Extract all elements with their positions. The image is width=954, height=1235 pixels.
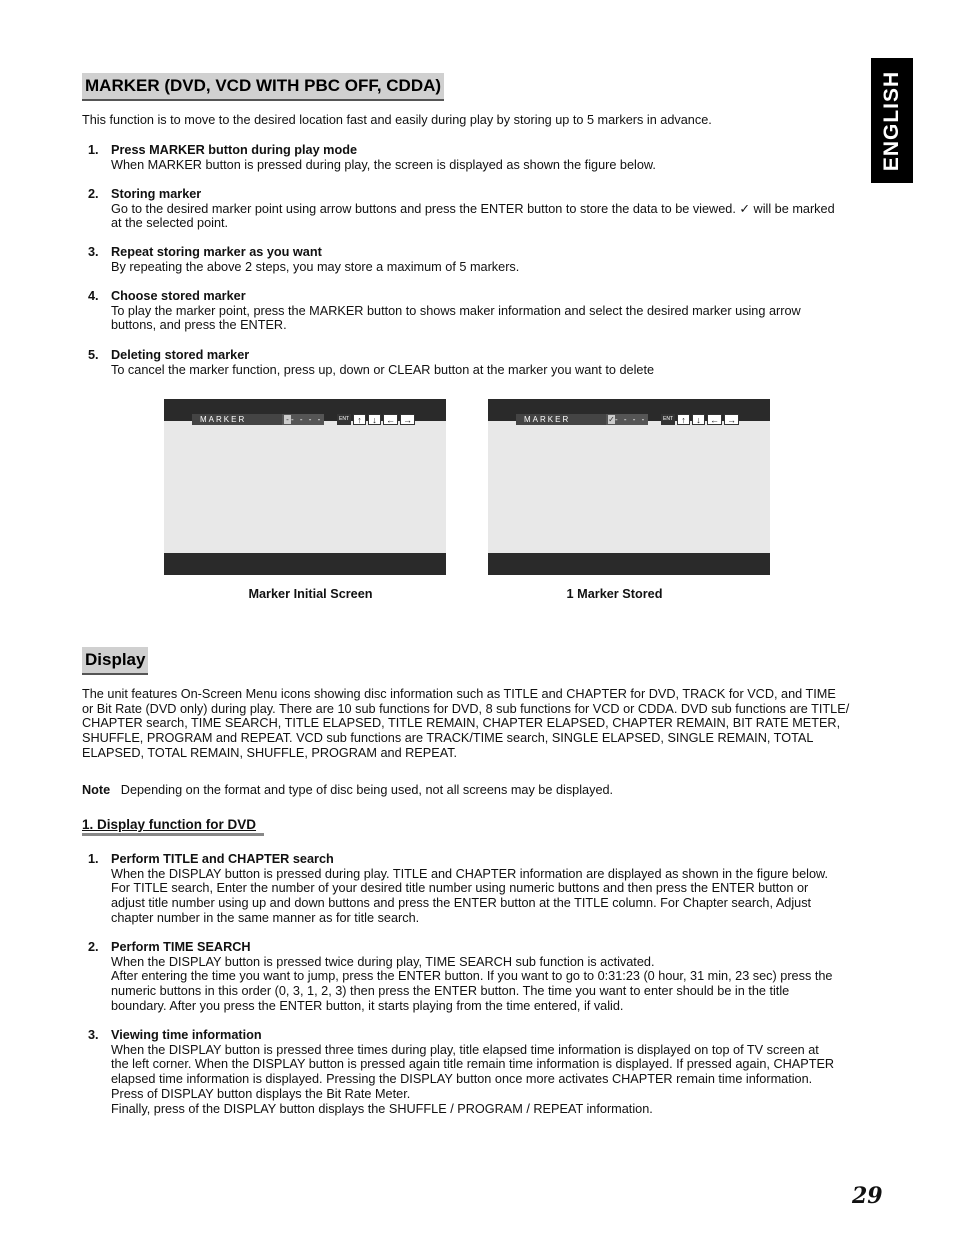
step-line: When the DISPLAY button is pressed twice during play, TIME SEARCH sub function is activated.	[111, 954, 655, 969]
step-heading: Viewing time information	[111, 1028, 262, 1042]
empty-slots: - - - -	[291, 415, 323, 424]
step-number: 2.	[88, 940, 99, 954]
arrow-up-icon: ↑	[677, 414, 690, 425]
step-heading: Deleting stored marker	[111, 348, 250, 362]
step-line: the left corner. When the DISPLAY button is pressed again title remain time information is displayed. If pressed again, CHAPTER	[111, 1057, 835, 1072]
language-tab	[871, 58, 913, 183]
display-intro	[82, 687, 854, 761]
note-text: Depending on the format and type of disc being used, not all screens may be displayed.	[120, 783, 614, 797]
display-subheading: 1. Display function for DVD	[82, 817, 264, 836]
empty-slots: - - - -	[615, 415, 647, 424]
step-heading: Choose stored marker	[111, 289, 246, 303]
step-number: 1.	[88, 143, 99, 157]
arrow-left-icon: ←	[383, 414, 398, 425]
display-section-title: Display	[82, 647, 148, 675]
step-number: 1.	[88, 852, 99, 866]
step-heading: Perform TITLE and CHAPTER search	[111, 852, 334, 866]
note-label: Note	[82, 783, 111, 797]
step-line: After entering the time you want to jump, press the ENTER button. If you want to go to 0:31:23 (0 hour, 31 min, 23 sec) press the	[111, 969, 833, 984]
step-line: When the DISPLAY button is pressed during play. TITLE and CHAPTER information are displayed as shown in the figure below.	[111, 866, 828, 881]
check-icon: ✓	[608, 415, 615, 424]
marker-stored-screen	[488, 399, 770, 575]
step-line: Press of DISPLAY button displays the Bit Rate Meter.	[111, 1086, 411, 1101]
step-number: 3.	[88, 245, 99, 259]
screen-bottom-bar	[164, 553, 446, 575]
step-number: 3.	[88, 1028, 99, 1042]
intro-line: or Bit Rate (DVD only) during play. There are 10 sub functions for DVD, 8 sub functions for VCD or CDDA. DVD sub functions are TITLE/	[82, 701, 850, 716]
arrow-down-icon: ↓	[692, 414, 705, 425]
step-line: To cancel the marker function, press up, down or CLEAR button at the marker you want to delete	[111, 362, 655, 377]
enter-icon: ENT	[337, 414, 351, 425]
intro-line: ELAPSED, TOTAL REMAIN, SHUFFLE, PROGRAM and REPEAT.	[82, 745, 458, 760]
screen-caption: 1 Marker Stored	[566, 587, 663, 601]
arrow-up-icon: ↑	[353, 414, 366, 425]
step-heading: Press MARKER button during play mode	[111, 143, 358, 157]
step-line: Go to the desired marker point using arrow buttons and press the ENTER button to store the data to be viewed. ✓ will be marked	[111, 201, 835, 216]
step-line: Finally, press of the DISPLAY button displays the SHUFFLE / PROGRAM / REPEAT information.	[111, 1101, 653, 1116]
step-number: 5.	[88, 348, 99, 362]
step-heading: Repeat storing marker as you want	[111, 245, 322, 259]
step-line: To play the marker point, press the MARKER button to shows maker information and select the desired marker using arrow	[111, 303, 801, 318]
intro-line: CHAPTER search, TIME SEARCH, TITLE ELAPSED, TITLE REMAIN, CHAPTER ELAPSED, CHAPTER REMAIN, BIT RATE METER,	[82, 716, 841, 731]
step-number: 2.	[88, 187, 99, 201]
step-line: When the DISPLAY button is pressed three times during play, title elapsed time information is displayed on top of TV screen at	[111, 1042, 819, 1057]
screen-bottom-bar	[488, 553, 770, 575]
step-line: adjust title number using up and down buttons and press the ENTER button at the TITLE column. For Chapter search, Adjust	[111, 896, 812, 911]
step-heading: Storing marker	[111, 187, 202, 201]
step-number: 4.	[88, 289, 99, 303]
enter-icon: ENT	[661, 414, 675, 425]
language-tab-label: ENGLISH	[880, 70, 903, 171]
step-line: elapsed time information is displayed. Pressing the DISPLAY button once more activates CHAPTER remain time information.	[111, 1072, 813, 1087]
step-line: numeric buttons in this order (0, 3, 1, 2, 3) then press the ENTER button. The time you want to enter should be in the title	[111, 984, 790, 999]
step-line: at the selected point.	[111, 216, 229, 231]
intro-line: The unit features On-Screen Menu icons showing disc information such as TITLE and CHAPTER for DVD, TRACK for VCD, and TIME	[82, 687, 836, 701]
arrow-right-icon: →	[400, 414, 415, 425]
step-line: For TITLE search, Enter the number of your desired title number using numeric buttons and then press the ENTER button or	[111, 881, 809, 896]
marker-initial-screen	[164, 399, 446, 575]
arrow-left-icon: ←	[707, 414, 722, 425]
page-number: 29	[852, 1183, 883, 1209]
step-line: When MARKER button is pressed during play, the screen is displayed as shown the figure below.	[111, 157, 656, 172]
step-line: buttons, and press the ENTER.	[111, 318, 287, 333]
step-line: By repeating the above 2 steps, you may store a maximum of 5 markers.	[111, 259, 520, 274]
arrow-right-icon: →	[724, 414, 739, 425]
marker-section-title: MARKER (DVD, VCD WITH PBC OFF, CDDA)	[82, 73, 444, 101]
marker-slots	[606, 414, 648, 425]
intro-line: SHUFFLE, PROGRAM and REPEAT. VCD sub functions are TRACK/TIME search, SINGLE ELAPSED, SINGLE REMAIN, TOTAL	[82, 731, 814, 746]
display-note	[82, 783, 854, 798]
arrow-down-icon: ↓	[368, 414, 381, 425]
marker-label: MARKER	[192, 414, 282, 425]
step-line: boundary. After you press the ENTER button, it starts playing from the time entered, if valid.	[111, 998, 624, 1013]
screen-caption: Marker Initial Screen	[248, 587, 373, 601]
marker-slots	[282, 414, 324, 425]
marker-label: MARKER	[516, 414, 606, 425]
step-line: chapter number in the same manner as for title search.	[111, 910, 420, 925]
step-heading: Perform TIME SEARCH	[111, 940, 251, 954]
marker-intro: This function is to move to the desired location fast and easily during play by storing up to 5 markers in advance.	[82, 113, 712, 127]
selected-slot: -	[284, 415, 291, 424]
